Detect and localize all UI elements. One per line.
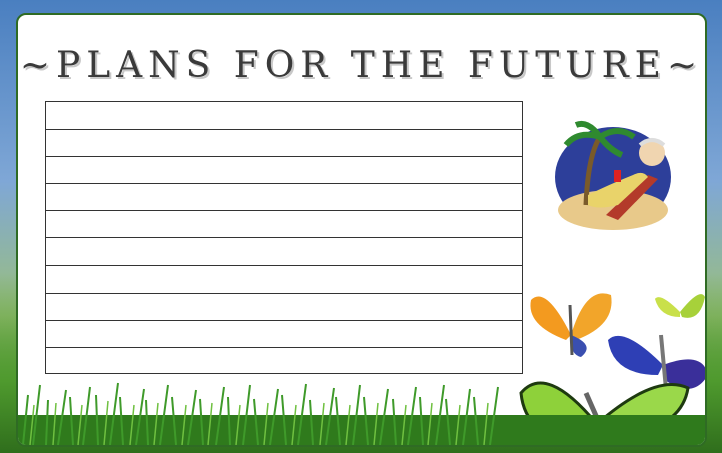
writing-line[interactable]: [46, 320, 522, 321]
page-title: ~PLANS FOR THE FUTURE~: [19, 45, 704, 86]
writing-line[interactable]: [46, 156, 522, 157]
writing-lines[interactable]: [45, 101, 523, 374]
grass-border: [18, 375, 705, 445]
writing-line[interactable]: [46, 293, 522, 294]
man-relaxing-on-beach-chair-icon: [548, 115, 678, 235]
writing-line[interactable]: [46, 347, 522, 348]
yellow-green-butterfly-icon: [655, 287, 705, 327]
writing-line[interactable]: [46, 237, 522, 238]
writing-line[interactable]: [46, 210, 522, 211]
plans-card: [16, 13, 707, 447]
writing-line[interactable]: [46, 183, 522, 184]
writing-line[interactable]: [46, 129, 522, 130]
writing-line[interactable]: [46, 265, 522, 266]
